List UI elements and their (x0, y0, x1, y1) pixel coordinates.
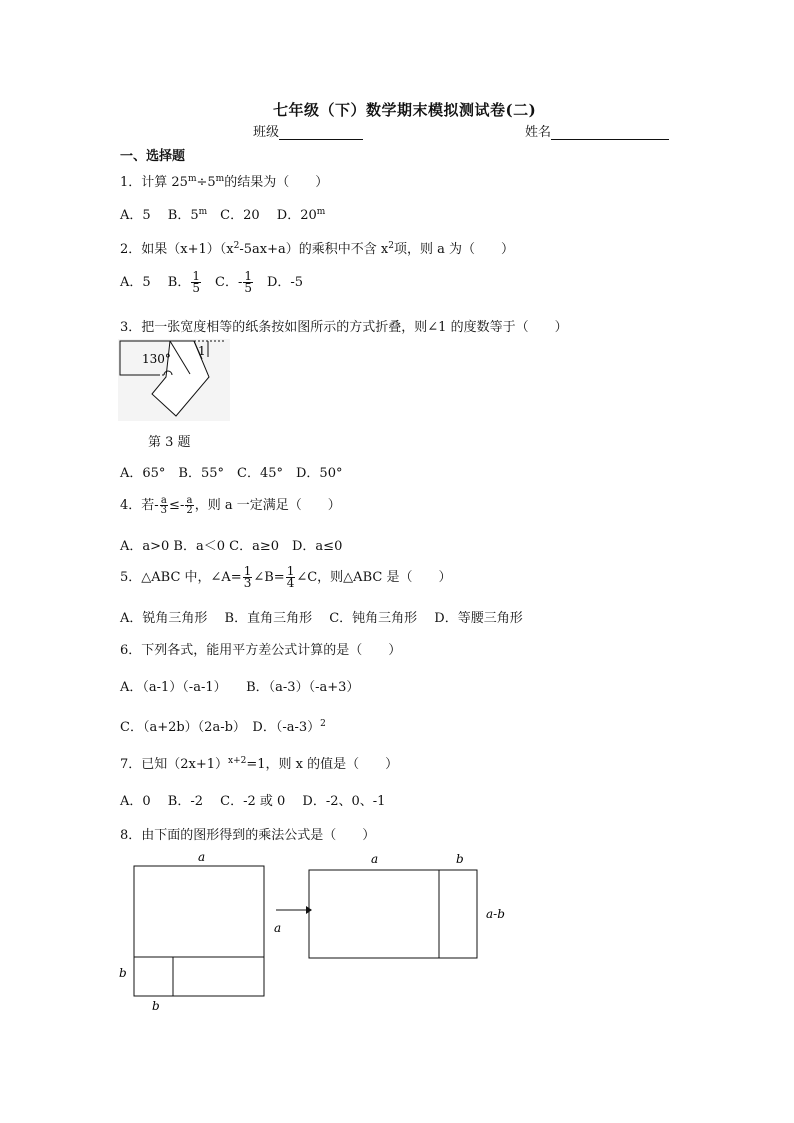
page-title: 七年级（下）数学期末模拟测试卷(二) (273, 101, 537, 119)
question-3-options: A．65° B．55° C．45° D．50° (120, 466, 343, 481)
question-3: 3．把一张宽度相等的纸条按如图所示的方式折叠，则∠1 的度数等于（ ） (120, 320, 568, 335)
name-blank[interactable] (551, 125, 669, 140)
class-field[interactable] (253, 121, 363, 140)
right-a-label: a (371, 852, 379, 866)
question-4-options: A．a>0 B．a＜0 C．a≥0 D．a≤0 (120, 539, 343, 554)
left-a-label: a (198, 850, 206, 864)
name-label: 姓名 (525, 125, 552, 140)
section-heading: 一、选择题 (120, 149, 186, 164)
question-5-options: A．锐角三角形 B．直角三角形 C．钝角三角形 D．等腰三角形 (120, 611, 523, 626)
question-2: 2．如果$(x+1)(x^2-5ax+a)$的乘积中不含 $x^2$项，则 a 为（ ） (120, 241, 514, 257)
left-bottom-b-label: b (152, 999, 160, 1013)
fold-figure (118, 339, 230, 421)
arrow-a-label: a (274, 921, 282, 935)
name-field[interactable] (525, 121, 669, 140)
question-4: 4．若- $\frac{a}{3}$ ≤- $\frac{a}{2}$ ，则 a 一定满足（ ） (120, 495, 341, 516)
question-1-options: A．5 B．5$^m$ C．20 D．20$^m$ (120, 207, 326, 223)
formula-figure (116, 848, 516, 1014)
class-label: 班级 (253, 125, 280, 140)
question-8: 8．由下面的图形得到的乘法公式是（ ） (120, 828, 376, 843)
class-blank[interactable] (279, 125, 363, 140)
figure-3-caption: 第 3 题 (148, 435, 191, 450)
question-2-options: A．5 B． $\frac{1}{5}$ C．- $\frac{1}{5}$ D．-5 (120, 269, 304, 295)
left-b-label: b (119, 966, 127, 980)
question-5: 5．△ABC 中，∠A= $\frac{1}{3}$ ∠B= $\frac{1}{4}$ ∠C，则△ABC 是（ ） (120, 564, 452, 590)
right-b-label: b (456, 852, 464, 866)
right-ab-label: a-b (486, 907, 505, 921)
angle-130-label: 130° (142, 352, 171, 366)
question-7: 7．已知$(2x+1)^{x+2}=1$，则 x 的值是（ ） (120, 756, 399, 772)
question-6-options-cd: C．（a+2b）（2a-b） D．$(-a-3)^2$ (120, 719, 326, 735)
question-6: 6．下列各式，能用平方差公式计算的是（ ） (120, 643, 402, 658)
right-rect (309, 870, 477, 958)
question-7-options: A．0 B．-2 C．-2 或 0 D．-2、0、-1 (120, 794, 386, 809)
question-6-options-ab: A．（a-1）（-a-1） B．（a-3）（-a+3） (120, 680, 360, 695)
big-square (134, 866, 264, 996)
small-square-dashed (134, 957, 173, 996)
question-1: 1．计算 $25^m\div 5^m$的结果为（ ） (120, 174, 329, 190)
angle-1-label: 1 (198, 344, 206, 358)
